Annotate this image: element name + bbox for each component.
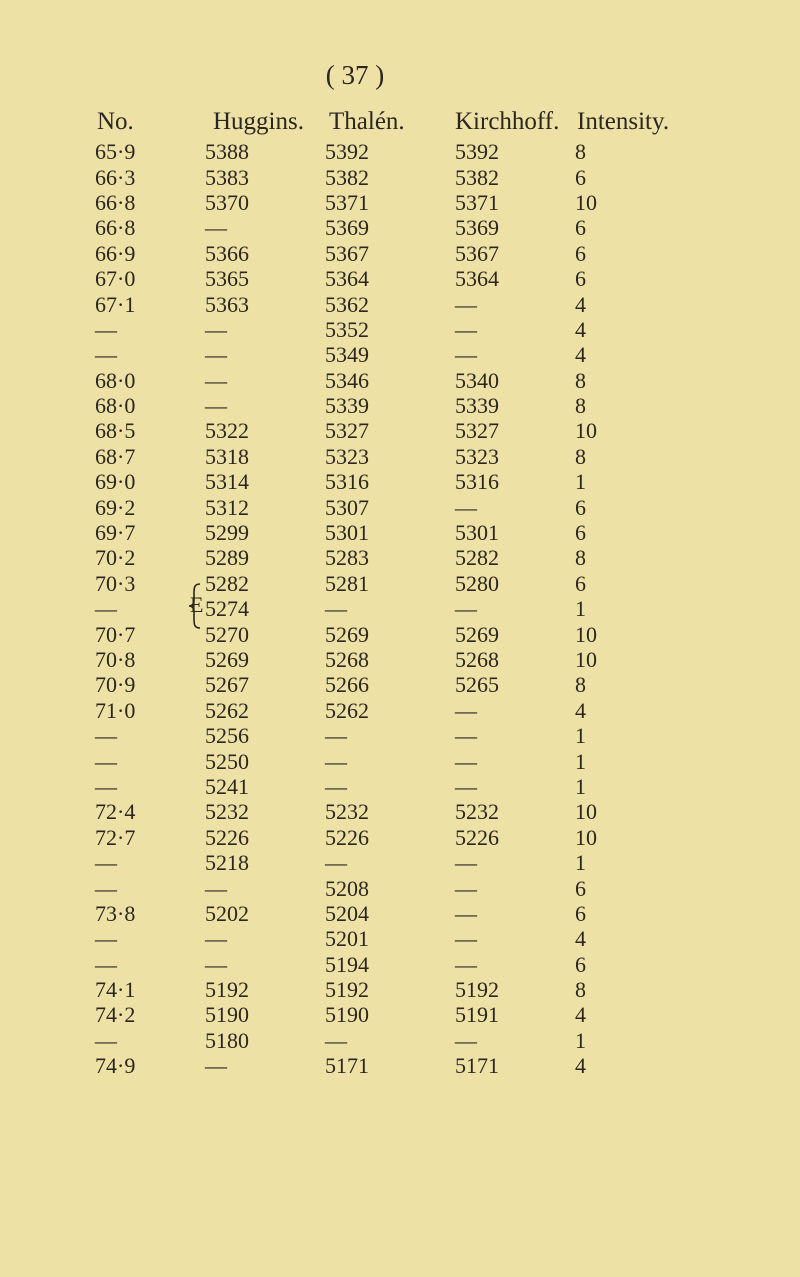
cell-intensity: 1	[575, 748, 586, 774]
cell-no: 70·9	[95, 672, 136, 698]
cell-kirchhoff: 5192	[455, 977, 499, 1003]
cell-kirchhoff: 5371	[455, 189, 499, 215]
table-row	[95, 723, 695, 748]
cell-thalen: 5382	[325, 164, 369, 190]
cell-huggins: 5262	[205, 697, 249, 723]
cell-thalen: 5208	[325, 875, 369, 901]
cell-kirchhoff: 5369	[455, 215, 499, 241]
cell-kirchhoff: —	[455, 291, 477, 317]
cell-no: 74·2	[95, 1002, 136, 1028]
cell-kirchhoff: 5367	[455, 240, 499, 266]
cell-intensity: 8	[575, 672, 586, 698]
cell-kirchhoff: —	[455, 926, 477, 952]
cell-huggins: 5192	[205, 977, 249, 1003]
cell-no: 71·0	[95, 697, 136, 723]
table-row	[95, 774, 695, 799]
cell-kirchhoff: 5282	[455, 545, 499, 571]
table-row	[95, 368, 695, 393]
cell-thalen: 5323	[325, 443, 369, 469]
cell-thalen: 5268	[325, 647, 369, 672]
cell-thalen: 5232	[325, 799, 369, 825]
cell-intensity: 6	[575, 164, 586, 190]
cell-no: 74·1	[95, 977, 136, 1003]
table-row	[95, 164, 695, 189]
cell-no: 68·7	[95, 443, 136, 469]
cell-thalen: 5364	[325, 266, 369, 292]
cell-no: 72·7	[95, 824, 136, 850]
cell-kirchhoff: 5265	[455, 672, 499, 698]
cell-kirchhoff: 5232	[455, 799, 499, 825]
cell-no: —	[95, 850, 117, 876]
table-row	[95, 952, 695, 977]
cell-no: —	[95, 926, 117, 952]
table-row	[95, 342, 695, 367]
cell-kirchhoff: —	[455, 342, 477, 368]
cell-huggins: 5282	[205, 570, 249, 596]
cell-kirchhoff: —	[455, 951, 477, 977]
cell-no: 74·9	[95, 1053, 136, 1079]
cell-intensity: 8	[575, 393, 586, 419]
table-row	[95, 266, 695, 291]
cell-kirchhoff: 5301	[455, 520, 499, 546]
cell-kirchhoff: 5392	[455, 139, 499, 165]
cell-huggins: 5322	[205, 418, 249, 444]
cell-no: —	[95, 773, 117, 799]
cell-thalen: 5171	[325, 1053, 369, 1079]
cell-kirchhoff: 5340	[455, 367, 499, 393]
cell-kirchhoff: —	[455, 748, 477, 774]
cell-no: 70·8	[95, 647, 136, 672]
cell-no: 66·9	[95, 240, 136, 266]
cell-huggins: 5269	[205, 647, 249, 672]
cell-kirchhoff: —	[455, 875, 477, 901]
cell-kirchhoff: —	[455, 697, 477, 723]
cell-huggins: —	[205, 875, 227, 901]
cell-intensity: 10	[575, 418, 597, 444]
cell-kirchhoff: 5327	[455, 418, 499, 444]
cell-huggins: 5250	[205, 748, 249, 774]
cell-huggins: 5267	[205, 672, 249, 698]
cell-no: 66·8	[95, 215, 136, 241]
cell-thalen: 5283	[325, 545, 369, 571]
cell-intensity: 1	[575, 596, 586, 622]
cell-kirchhoff: —	[455, 1027, 477, 1053]
cell-huggins: —	[205, 342, 227, 368]
table-row	[95, 393, 695, 418]
cell-huggins: 5270	[205, 621, 249, 647]
cell-intensity: 1	[575, 1027, 586, 1053]
cell-thalen: 5266	[325, 672, 369, 698]
cell-kirchhoff: —	[455, 773, 477, 799]
cell-no: 65·9	[95, 139, 136, 165]
table-row	[95, 698, 695, 723]
table-row	[95, 977, 695, 1002]
cell-no: —	[95, 596, 117, 622]
cell-thalen: 5301	[325, 520, 369, 546]
cell-huggins: 5226	[205, 824, 249, 850]
cell-intensity: 1	[575, 773, 586, 799]
cell-thalen: 5362	[325, 291, 369, 317]
table-row	[95, 799, 695, 824]
cell-intensity: 4	[575, 342, 586, 368]
table-row	[95, 621, 695, 646]
cell-no: 67·1	[95, 291, 136, 317]
cell-no: 73·8	[95, 900, 136, 926]
cell-no: —	[95, 342, 117, 368]
cell-huggins: 5299	[205, 520, 249, 546]
cell-huggins: 5256	[205, 723, 249, 749]
table-row	[95, 926, 695, 951]
cell-huggins: 5363	[205, 291, 249, 317]
cell-no: —	[95, 316, 117, 342]
cell-no: 68·5	[95, 418, 136, 444]
cell-kirchhoff: —	[455, 494, 477, 520]
table-row	[95, 444, 695, 469]
cell-no: 68·0	[95, 367, 136, 393]
cell-no: —	[95, 1027, 117, 1053]
cell-thalen: 5339	[325, 393, 369, 419]
cell-intensity: 4	[575, 926, 586, 952]
cell-thalen: 5307	[325, 494, 369, 520]
cell-thalen: 5201	[325, 926, 369, 952]
cell-intensity: 6	[575, 951, 586, 977]
cell-no: 70·2	[95, 545, 136, 571]
cell-intensity: 1	[575, 469, 586, 495]
cell-intensity: 6	[575, 494, 586, 520]
table-row	[95, 875, 695, 900]
table-row	[95, 571, 695, 596]
cell-thalen: 5316	[325, 469, 369, 495]
table-row	[95, 901, 695, 926]
cell-huggins: 5202	[205, 900, 249, 926]
cell-no: 69·0	[95, 469, 136, 495]
table-row	[95, 850, 695, 875]
table-row	[95, 1002, 695, 1027]
cell-intensity: 1	[575, 723, 586, 749]
table-row	[95, 317, 695, 342]
cell-no: 70·7	[95, 621, 136, 647]
cell-huggins: 5218	[205, 850, 249, 876]
cell-intensity: 6	[575, 215, 586, 241]
cell-kirchhoff: 5364	[455, 266, 499, 292]
cell-thalen: —	[325, 596, 347, 622]
cell-no: —	[95, 723, 117, 749]
cell-intensity: 8	[575, 443, 586, 469]
table-row	[95, 139, 695, 164]
cell-kirchhoff: —	[455, 900, 477, 926]
cell-kirchhoff: —	[455, 850, 477, 876]
cell-thalen: 5192	[325, 977, 369, 1003]
table-body	[95, 139, 695, 1078]
cell-huggins: 5274	[205, 596, 249, 622]
cell-kirchhoff: 5268	[455, 647, 499, 672]
cell-thalen: —	[325, 748, 347, 774]
table-row	[95, 596, 695, 621]
cell-huggins: 5314	[205, 469, 249, 495]
cell-kirchhoff: 5269	[455, 621, 499, 647]
table-row	[95, 1028, 695, 1053]
table-row	[95, 291, 695, 316]
table-row	[95, 520, 695, 545]
table-row	[95, 215, 695, 240]
cell-no: 66·8	[95, 189, 136, 215]
cell-intensity: 6	[575, 266, 586, 292]
cell-thalen: 5392	[325, 139, 369, 165]
cell-intensity: 1	[575, 850, 586, 876]
cell-no: 72·4	[95, 799, 136, 825]
cell-thalen: 5327	[325, 418, 369, 444]
cell-huggins: 5289	[205, 545, 249, 571]
page-number: ( 37 )	[325, 60, 385, 90]
cell-no: 69·2	[95, 494, 136, 520]
header-no: No.	[97, 108, 134, 135]
cell-huggins: —	[205, 367, 227, 393]
table-row	[95, 1053, 695, 1078]
cell-kirchhoff: 5171	[455, 1053, 499, 1079]
cell-intensity: 10	[575, 799, 597, 825]
cell-intensity: 6	[575, 570, 586, 596]
cell-thalen: 5369	[325, 215, 369, 241]
cell-intensity: 4	[575, 697, 586, 723]
cell-intensity: 6	[575, 875, 586, 901]
cell-thalen: —	[325, 1027, 347, 1053]
cell-thalen: 5349	[325, 342, 369, 368]
cell-kirchhoff: 5323	[455, 443, 499, 469]
cell-intensity: 10	[575, 621, 597, 647]
cell-kirchhoff: 5226	[455, 824, 499, 850]
cell-intensity: 8	[575, 977, 586, 1003]
cell-huggins: —	[205, 926, 227, 952]
cell-no: 69·7	[95, 520, 136, 546]
cell-thalen: 5226	[325, 824, 369, 850]
cell-no: 70·3	[95, 570, 136, 596]
cell-kirchhoff: —	[455, 316, 477, 342]
cell-intensity: 4	[575, 316, 586, 342]
cell-huggins: —	[205, 393, 227, 419]
cell-no: —	[95, 875, 117, 901]
cell-kirchhoff: —	[455, 596, 477, 622]
cell-thalen: 5346	[325, 367, 369, 393]
cell-kirchhoff: 5339	[455, 393, 499, 419]
table-row	[95, 647, 695, 672]
cell-no: —	[95, 748, 117, 774]
cell-no: 68·0	[95, 393, 136, 419]
cell-no: 66·3	[95, 164, 136, 190]
cell-intensity: 4	[575, 291, 586, 317]
brace-letter: E	[190, 592, 204, 617]
cell-thalen: 5281	[325, 570, 369, 596]
cell-thalen: —	[325, 773, 347, 799]
cell-kirchhoff: 5191	[455, 1002, 499, 1028]
table-row	[95, 748, 695, 773]
header-thalen: Thalén.	[329, 108, 405, 135]
cell-huggins: —	[205, 951, 227, 977]
cell-thalen: 5204	[325, 900, 369, 926]
cell-intensity: 6	[575, 520, 586, 546]
cell-intensity: 8	[575, 139, 586, 165]
cell-no: 67·0	[95, 266, 136, 292]
cell-thalen: 5367	[325, 240, 369, 266]
cell-intensity: 10	[575, 824, 597, 850]
header-huggins: Huggins.	[213, 108, 304, 135]
cell-thalen: 5352	[325, 316, 369, 342]
cell-thalen: 5194	[325, 951, 369, 977]
cell-huggins: 5241	[205, 773, 249, 799]
cell-huggins: 5388	[205, 139, 249, 165]
cell-thalen: —	[325, 723, 347, 749]
cell-intensity: 8	[575, 545, 586, 571]
cell-thalen: 5371	[325, 189, 369, 215]
cell-thalen: —	[325, 850, 347, 876]
table-row	[95, 190, 695, 215]
table-row	[95, 418, 695, 443]
cell-huggins: 5383	[205, 164, 249, 190]
cell-huggins: 5365	[205, 266, 249, 292]
table-header-row	[95, 105, 695, 139]
cell-no: —	[95, 951, 117, 977]
cell-kirchhoff: —	[455, 723, 477, 749]
cell-kirchhoff: 5280	[455, 570, 499, 596]
cell-huggins: —	[205, 215, 227, 241]
cell-huggins: —	[205, 316, 227, 342]
cell-kirchhoff: 5316	[455, 469, 499, 495]
cell-intensity: 4	[575, 1002, 586, 1028]
cell-huggins: 5180	[205, 1027, 249, 1053]
cell-thalen: 5269	[325, 621, 369, 647]
cell-kirchhoff: 5382	[455, 164, 499, 190]
cell-thalen: 5262	[325, 697, 369, 723]
cell-huggins: —	[205, 1053, 227, 1079]
header-intensity: Intensity.	[577, 108, 670, 135]
cell-huggins: 5312	[205, 494, 249, 520]
table-row	[95, 494, 695, 519]
cell-intensity: 6	[575, 900, 586, 926]
table-row	[95, 545, 695, 570]
header-kirchhoff: Kirchhoff.	[455, 108, 560, 135]
cell-huggins: 5370	[205, 189, 249, 215]
cell-thalen: 5190	[325, 1002, 369, 1028]
table-row	[95, 469, 695, 494]
cell-huggins: 5366	[205, 240, 249, 266]
cell-intensity: 4	[575, 1053, 586, 1079]
cell-intensity: 10	[575, 647, 597, 672]
table-row	[95, 825, 695, 850]
cell-intensity: 8	[575, 367, 586, 393]
table-row	[95, 241, 695, 266]
cell-huggins: 5318	[205, 443, 249, 469]
cell-huggins: 5190	[205, 1002, 249, 1028]
cell-intensity: 6	[575, 240, 586, 266]
cell-intensity: 10	[575, 189, 597, 215]
spectral-lines-table	[95, 105, 695, 1078]
cell-huggins: 5232	[205, 799, 249, 825]
table-row	[95, 672, 695, 697]
